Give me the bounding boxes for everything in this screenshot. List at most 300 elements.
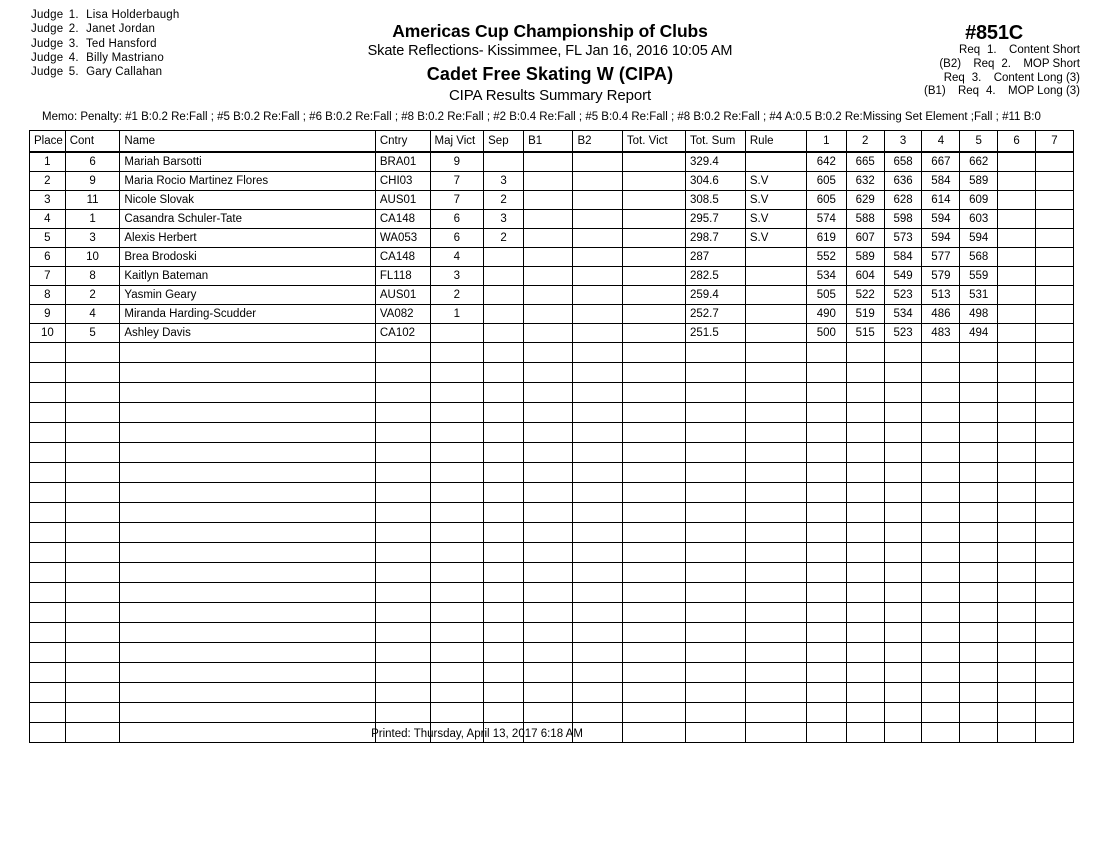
cell-tot-vict xyxy=(622,403,685,423)
cell-cont xyxy=(65,603,120,623)
cell-j5 xyxy=(960,543,998,563)
table-row-empty xyxy=(30,563,1074,583)
cell-name xyxy=(120,583,375,603)
requirement-text: MOP Short xyxy=(1023,57,1080,70)
cell-cont xyxy=(65,403,120,423)
cell-maj-vict xyxy=(430,523,484,543)
cell-cont xyxy=(65,583,120,603)
cell-place xyxy=(30,623,66,643)
cell-sep xyxy=(484,643,524,663)
requirement-number: 3. xyxy=(971,71,982,84)
cell-tot-vict xyxy=(622,623,685,643)
cell-j5 xyxy=(960,523,998,543)
judge-name: Billy Mastriano xyxy=(86,51,164,64)
cell-cntry: CHI03 xyxy=(375,172,430,191)
cell-j6 xyxy=(998,463,1036,483)
cell-cntry xyxy=(375,483,430,503)
cell-maj-vict: 4 xyxy=(430,248,484,267)
cell-j2 xyxy=(846,503,884,523)
cell-j6 xyxy=(998,343,1036,363)
cell-j4 xyxy=(922,623,960,643)
cell-cntry: AUS01 xyxy=(375,191,430,210)
cell-j1 xyxy=(806,503,846,523)
column-header-maj-vict: Maj Vict xyxy=(430,131,484,153)
cell-j1: 500 xyxy=(806,324,846,343)
cell-name: Casandra Schuler-Tate xyxy=(120,210,375,229)
cell-b2 xyxy=(573,152,622,172)
cell-j2: 589 xyxy=(846,248,884,267)
cell-j5 xyxy=(960,403,998,423)
cell-tot-vict xyxy=(622,248,685,267)
cell-place: 10 xyxy=(30,324,66,343)
cell-maj-vict: 7 xyxy=(430,191,484,210)
requirement-label: Req xyxy=(959,44,981,56)
cell-cont: 10 xyxy=(65,248,120,267)
cell-place xyxy=(30,543,66,563)
cell-sep xyxy=(484,663,524,683)
column-header-tot-vict: Tot. Vict xyxy=(622,131,685,153)
cell-maj-vict xyxy=(430,363,484,383)
judge-label: Judge xyxy=(31,9,64,21)
table-row-empty xyxy=(30,383,1074,403)
cell-j4 xyxy=(922,603,960,623)
cell-name xyxy=(120,443,375,463)
cell-j5 xyxy=(960,563,998,583)
cell-j4: 594 xyxy=(922,229,960,248)
cell-place xyxy=(30,383,66,403)
table-row xyxy=(30,286,1074,305)
cell-maj-vict: 6 xyxy=(430,210,484,229)
cell-cont xyxy=(65,643,120,663)
cell-j5 xyxy=(960,583,998,603)
cell-rule xyxy=(745,523,806,543)
cell-j4 xyxy=(922,403,960,423)
cell-tot-sum: 295.7 xyxy=(685,210,745,229)
cell-j7 xyxy=(1036,403,1074,423)
cell-name xyxy=(120,543,375,563)
cell-j6 xyxy=(998,210,1036,229)
cell-cont xyxy=(65,343,120,363)
cell-j2 xyxy=(846,643,884,663)
cell-rule xyxy=(745,583,806,603)
cell-rule xyxy=(745,286,806,305)
cell-place xyxy=(30,463,66,483)
cell-j7 xyxy=(1036,324,1074,343)
cell-j1: 574 xyxy=(806,210,846,229)
cell-j1: 605 xyxy=(806,191,846,210)
cell-tot-sum xyxy=(685,603,745,623)
column-header-rule: Rule xyxy=(745,131,806,153)
cell-name xyxy=(120,663,375,683)
requirement-row xyxy=(910,72,1080,86)
cell-tot-sum xyxy=(685,463,745,483)
cell-cont: 9 xyxy=(65,172,120,191)
cell-j7 xyxy=(1036,543,1074,563)
cell-j1 xyxy=(806,543,846,563)
cell-j6 xyxy=(998,191,1036,210)
cell-tot-sum xyxy=(685,663,745,683)
page-title: Cadet Free Skating W (CIPA) xyxy=(426,64,674,84)
cell-j6 xyxy=(998,663,1036,683)
judge-number: 5. xyxy=(68,66,79,79)
cell-tot-vict xyxy=(622,229,685,248)
cell-j7 xyxy=(1036,286,1074,305)
cell-cont xyxy=(65,623,120,643)
cell-j2 xyxy=(846,383,884,403)
cell-b1 xyxy=(524,463,573,483)
cell-j3 xyxy=(884,683,922,703)
cell-tot-vict xyxy=(622,663,685,683)
cell-cntry xyxy=(375,363,430,383)
cell-b1 xyxy=(524,423,573,443)
cell-b2 xyxy=(573,443,622,463)
requirement-text: Content Long (3) xyxy=(993,71,1080,84)
cell-rule xyxy=(745,483,806,503)
cell-tot-sum xyxy=(685,423,745,443)
cell-b2 xyxy=(573,683,622,703)
judge-number: 4. xyxy=(68,51,79,64)
cell-j6 xyxy=(998,423,1036,443)
cell-j5 xyxy=(960,663,998,683)
cell-cntry xyxy=(375,423,430,443)
cell-j3 xyxy=(884,343,922,363)
cell-j2 xyxy=(846,603,884,623)
cell-j3: 658 xyxy=(884,152,922,172)
judge-number: 2. xyxy=(68,23,79,36)
cell-tot-sum xyxy=(685,583,745,603)
cell-tot-sum: 308.5 xyxy=(685,191,745,210)
cell-j1 xyxy=(806,703,846,723)
cell-b2 xyxy=(573,603,622,623)
cell-sep: 3 xyxy=(484,172,524,191)
judge-label: Judge xyxy=(31,51,64,64)
cell-b1 xyxy=(524,305,573,324)
cell-sep xyxy=(484,383,524,403)
cell-j4: 513 xyxy=(922,286,960,305)
page-header xyxy=(0,0,1100,103)
cell-b1 xyxy=(524,343,573,363)
cell-j4 xyxy=(922,363,960,383)
cell-j5: 568 xyxy=(960,248,998,267)
cell-b2 xyxy=(573,543,622,563)
cell-b2 xyxy=(573,463,622,483)
cell-tot-vict xyxy=(622,683,685,703)
cell-cntry xyxy=(375,703,430,723)
cell-b2 xyxy=(573,191,622,210)
cell-tot-sum xyxy=(685,623,745,643)
cell-j5 xyxy=(960,463,998,483)
cell-j4 xyxy=(922,563,960,583)
cell-cntry xyxy=(375,643,430,663)
cell-j7 xyxy=(1036,363,1074,383)
cell-j2 xyxy=(846,523,884,543)
cell-maj-vict xyxy=(430,383,484,403)
cell-rule xyxy=(745,267,806,286)
cell-cont xyxy=(65,423,120,443)
cell-rule xyxy=(745,443,806,463)
cell-j3 xyxy=(884,563,922,583)
cell-b2 xyxy=(573,267,622,286)
cell-j2 xyxy=(846,543,884,563)
cell-sep xyxy=(484,523,524,543)
cell-cntry: CA148 xyxy=(375,210,430,229)
cell-rule xyxy=(745,248,806,267)
cell-b1 xyxy=(524,543,573,563)
cell-b2 xyxy=(573,172,622,191)
cell-tot-vict xyxy=(622,503,685,523)
cell-sep xyxy=(484,563,524,583)
cell-j1 xyxy=(806,343,846,363)
cell-tot-vict xyxy=(622,324,685,343)
cell-b1 xyxy=(524,443,573,463)
cell-b2 xyxy=(573,248,622,267)
cell-rule xyxy=(745,403,806,423)
cell-b1 xyxy=(524,583,573,603)
cell-cont xyxy=(65,543,120,563)
cell-b1 xyxy=(524,229,573,248)
cell-cont xyxy=(65,503,120,523)
cell-j6 xyxy=(998,643,1036,663)
cell-tot-vict xyxy=(622,210,685,229)
cell-j4 xyxy=(922,543,960,563)
cell-j7 xyxy=(1036,703,1074,723)
cell-tot-sum xyxy=(685,363,745,383)
results-table-wrapper xyxy=(29,130,1074,743)
table-row xyxy=(30,210,1074,229)
cell-j3: 584 xyxy=(884,248,922,267)
cell-b1 xyxy=(524,623,573,643)
cell-j5 xyxy=(960,683,998,703)
cell-j7 xyxy=(1036,603,1074,623)
cell-j1 xyxy=(806,383,846,403)
cell-j2 xyxy=(846,663,884,683)
cell-cont xyxy=(65,563,120,583)
cell-place xyxy=(30,703,66,723)
cell-b1 xyxy=(524,683,573,703)
cell-j6 xyxy=(998,503,1036,523)
cell-tot-sum xyxy=(685,643,745,663)
cell-place: 9 xyxy=(30,305,66,324)
cell-tot-vict xyxy=(622,643,685,663)
cell-b2 xyxy=(573,403,622,423)
cell-j4 xyxy=(922,483,960,503)
cell-place: 1 xyxy=(30,152,66,172)
cell-j3 xyxy=(884,383,922,403)
cell-sep xyxy=(484,403,524,423)
cell-place xyxy=(30,483,66,503)
cell-tot-vict xyxy=(622,191,685,210)
cell-sep xyxy=(484,267,524,286)
cell-j2 xyxy=(846,563,884,583)
table-header-row xyxy=(30,131,1074,153)
cell-rule xyxy=(745,703,806,723)
column-header-b1: B1 xyxy=(524,131,573,153)
cell-j4: 594 xyxy=(922,210,960,229)
cell-tot-vict xyxy=(622,343,685,363)
cell-b2 xyxy=(573,229,622,248)
cell-sep xyxy=(484,343,524,363)
cell-j1 xyxy=(806,363,846,383)
cell-j3 xyxy=(884,423,922,443)
column-header-judge-5: 5 xyxy=(960,131,998,153)
cell-tot-sum xyxy=(685,683,745,703)
cell-sep xyxy=(484,286,524,305)
cell-rule xyxy=(745,152,806,172)
cell-place: 2 xyxy=(30,172,66,191)
cell-place: 5 xyxy=(30,229,66,248)
cell-j5 xyxy=(960,483,998,503)
cell-b1 xyxy=(524,267,573,286)
cell-place xyxy=(30,663,66,683)
cell-j3 xyxy=(884,503,922,523)
cell-b1 xyxy=(524,563,573,583)
cell-place xyxy=(30,523,66,543)
cell-j4: 614 xyxy=(922,191,960,210)
cell-j4 xyxy=(922,443,960,463)
cell-b2 xyxy=(573,343,622,363)
cell-j6 xyxy=(998,267,1036,286)
judge-name: Janet Jordan xyxy=(86,23,156,36)
cell-b2 xyxy=(573,583,622,603)
results-table-body xyxy=(30,152,1074,743)
cell-cntry: WA053 xyxy=(375,229,430,248)
cell-b1 xyxy=(524,363,573,383)
cell-tot-sum: 329.4 xyxy=(685,152,745,172)
cell-j5 xyxy=(960,623,998,643)
cell-name xyxy=(120,403,375,423)
cell-tot-sum: 252.7 xyxy=(685,305,745,324)
report-subtitle: CIPA Results Summary Report xyxy=(448,87,652,104)
cell-cont xyxy=(65,703,120,723)
cell-cntry xyxy=(375,463,430,483)
cell-sep xyxy=(484,305,524,324)
cell-tot-vict xyxy=(622,267,685,286)
cell-rule xyxy=(745,305,806,324)
cell-j1 xyxy=(806,643,846,663)
cell-tot-vict xyxy=(622,583,685,603)
cell-j4: 577 xyxy=(922,248,960,267)
cell-name: Nicole Slovak xyxy=(120,191,375,210)
cell-cntry xyxy=(375,583,430,603)
table-row xyxy=(30,248,1074,267)
cell-j5: 531 xyxy=(960,286,998,305)
cell-j3 xyxy=(884,523,922,543)
requirement-bonus xyxy=(925,44,959,58)
cell-sep xyxy=(484,583,524,603)
cell-j3 xyxy=(884,363,922,383)
cell-j7 xyxy=(1036,229,1074,248)
cell-j7 xyxy=(1036,623,1074,643)
cell-cntry xyxy=(375,623,430,643)
cell-j7 xyxy=(1036,443,1074,463)
requirement-number: 4. xyxy=(985,85,996,98)
cell-j7 xyxy=(1036,305,1074,324)
cell-rule xyxy=(745,383,806,403)
cell-cntry xyxy=(375,683,430,703)
cell-sep xyxy=(484,683,524,703)
cell-j1 xyxy=(806,603,846,623)
cell-rule xyxy=(745,543,806,563)
cell-cont xyxy=(65,663,120,683)
cell-cont: 1 xyxy=(65,210,120,229)
cell-cntry xyxy=(375,503,430,523)
table-row-empty xyxy=(30,603,1074,623)
cell-b2 xyxy=(573,305,622,324)
cell-j4 xyxy=(922,583,960,603)
cell-j2 xyxy=(846,343,884,363)
cell-cntry xyxy=(375,383,430,403)
cell-tot-sum: 287 xyxy=(685,248,745,267)
table-row-empty xyxy=(30,543,1074,563)
cell-cont: 2 xyxy=(65,286,120,305)
requirement-row xyxy=(910,85,1080,99)
cell-j3 xyxy=(884,543,922,563)
cell-j4: 483 xyxy=(922,324,960,343)
requirement-row xyxy=(910,58,1080,72)
cell-j6 xyxy=(998,403,1036,423)
table-row-empty xyxy=(30,403,1074,423)
cell-rule: S.V xyxy=(745,229,806,248)
cell-cont: 6 xyxy=(65,152,120,172)
cell-j3: 628 xyxy=(884,191,922,210)
cell-cont xyxy=(65,383,120,403)
judge-name: Ted Hansford xyxy=(85,37,157,50)
judge-number: 1. xyxy=(68,9,79,21)
cell-j3 xyxy=(884,483,922,503)
cell-cont xyxy=(65,443,120,463)
cell-name xyxy=(120,683,375,703)
cell-j1: 619 xyxy=(806,229,846,248)
cell-cntry: VA082 xyxy=(375,305,430,324)
cell-j2 xyxy=(846,583,884,603)
requirement-label: Req xyxy=(943,71,965,84)
cell-j6 xyxy=(998,583,1036,603)
cell-j2: 629 xyxy=(846,191,884,210)
cell-j4 xyxy=(922,663,960,683)
cell-j5 xyxy=(960,423,998,443)
cell-j4 xyxy=(922,383,960,403)
cell-b2 xyxy=(573,703,622,723)
cell-j6 xyxy=(998,603,1036,623)
cell-b2 xyxy=(573,623,622,643)
cell-j2: 515 xyxy=(846,324,884,343)
cell-sep xyxy=(484,483,524,503)
cell-sep xyxy=(484,463,524,483)
cell-j3 xyxy=(884,703,922,723)
judge-label: Judge xyxy=(31,37,64,50)
cell-cont xyxy=(65,463,120,483)
cell-place: 8 xyxy=(30,286,66,305)
cell-b1 xyxy=(524,286,573,305)
cell-j3: 523 xyxy=(884,286,922,305)
cell-place xyxy=(30,443,66,463)
cell-b2 xyxy=(573,663,622,683)
cell-maj-vict xyxy=(430,403,484,423)
cell-j2: 519 xyxy=(846,305,884,324)
cell-j5: 559 xyxy=(960,267,998,286)
requirement-number: 2. xyxy=(1001,57,1011,70)
cell-place xyxy=(30,683,66,703)
table-row-empty xyxy=(30,483,1074,503)
cell-b1 xyxy=(524,603,573,623)
cell-j3 xyxy=(884,403,922,423)
cell-j4 xyxy=(922,703,960,723)
cell-place xyxy=(30,643,66,663)
cell-j6 xyxy=(998,383,1036,403)
cell-b2 xyxy=(573,643,622,663)
cell-j6 xyxy=(998,152,1036,172)
event-number: #851C xyxy=(965,22,1023,44)
